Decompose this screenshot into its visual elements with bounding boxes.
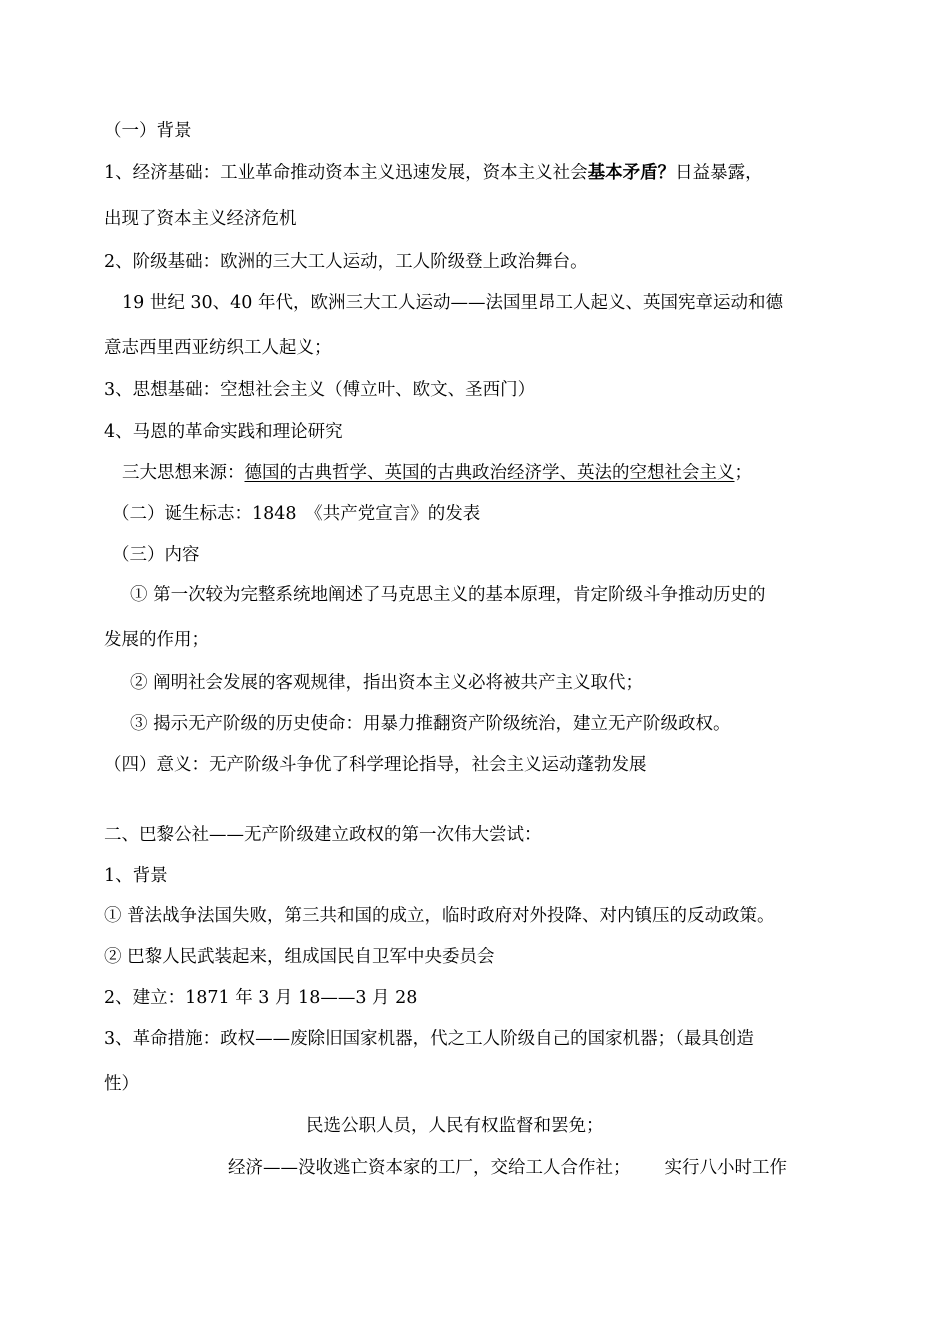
basic-contradiction-emphasis: 基本矛盾？ bbox=[587, 163, 676, 183]
significance-line: （四）意义：无产阶级斗争优了科学理论指导，社会主义运动蓬勃发展 bbox=[104, 755, 647, 775]
economic-basis-tail: 日益暴露， bbox=[675, 163, 763, 183]
three-sources-end: ； bbox=[734, 463, 752, 483]
paris-officials-line: 民选公职人员，人民有权监督和罢免； bbox=[306, 1116, 604, 1136]
economic-basis-continuation: 出现了资本主义经济危机 bbox=[104, 209, 297, 229]
paris-founding-line: 2、建立：1871 年 3 月 18——3 月 28 bbox=[104, 988, 418, 1008]
content-point-1-continuation: 发展的作用； bbox=[104, 630, 209, 650]
paris-economy-line bbox=[228, 1156, 787, 1180]
paris-measures-continuation: 性） bbox=[104, 1074, 139, 1094]
marx-practice-line: 4、马恩的革命实践和理论研究 bbox=[104, 422, 343, 442]
workers-movements-line: 19 世纪 30、40 年代，欧洲三大工人运动——法国里昂工人起义、英国宪章运动和德 bbox=[122, 293, 783, 313]
paris-eight-hour-text: 实行八小时工作 bbox=[664, 1158, 787, 1178]
three-sources-line bbox=[122, 461, 752, 485]
birth-mark-line: （二）诞生标志：1848 《共产党宣言》的发表 bbox=[112, 504, 481, 524]
thought-basis-line: 3、思想基础：空想社会主义（傅立叶、欧文、圣西门） bbox=[104, 380, 536, 400]
three-sources-label: 三大思想来源： bbox=[122, 463, 245, 483]
three-sources-underlined: 德国的古典哲学、英国的古典政治经济学、英法的空想社会主义 bbox=[244, 463, 735, 483]
paris-economy-text: 经济——没收逃亡资本家的工厂，交给工人合作社； bbox=[228, 1158, 631, 1178]
paris-background-heading: 1、背景 bbox=[104, 866, 168, 886]
economic-basis-line bbox=[104, 161, 763, 185]
content-point-2: ② 阐明社会发展的客观规律，指出资本主义必将被共产主义取代； bbox=[130, 673, 644, 693]
workers-movements-continuation: 意志西里西亚纺织工人起义； bbox=[104, 338, 332, 358]
section-background-heading: （一）背景 bbox=[104, 121, 192, 141]
content-point-1: ① 第一次较为完整系统地阐述了马克思主义的基本原理，肯定阶级斗争推动历史的 bbox=[130, 585, 766, 605]
paris-background-point-2: ② 巴黎人民武装起来，组成国民自卫军中央委员会 bbox=[104, 947, 495, 967]
economic-basis-text: 1、经济基础：工业革命推动资本主义迅速发展，资本主义社会 bbox=[104, 163, 588, 183]
class-basis-line: 2、阶级基础：欧洲的三大工人运动，工人阶级登上政治舞台。 bbox=[104, 252, 588, 272]
paris-commune-heading: 二、巴黎公社——无产阶级建立政权的第一次伟大尝试： bbox=[104, 825, 542, 845]
content-heading: （三）内容 bbox=[112, 545, 200, 565]
paris-measures-line: 3、革命措施：政权——废除旧国家机器，代之工人阶级自己的国家机器；（最具创造 bbox=[104, 1029, 754, 1049]
content-point-3: ③ 揭示无产阶级的历史使命：用暴力推翻资产阶级统治，建立无产阶级政权。 bbox=[130, 714, 731, 734]
paris-background-point-1: ① 普法战争法国失败，第三共和国的成立，临时政府对外投降、对内镇压的反动政策。 bbox=[104, 906, 775, 926]
